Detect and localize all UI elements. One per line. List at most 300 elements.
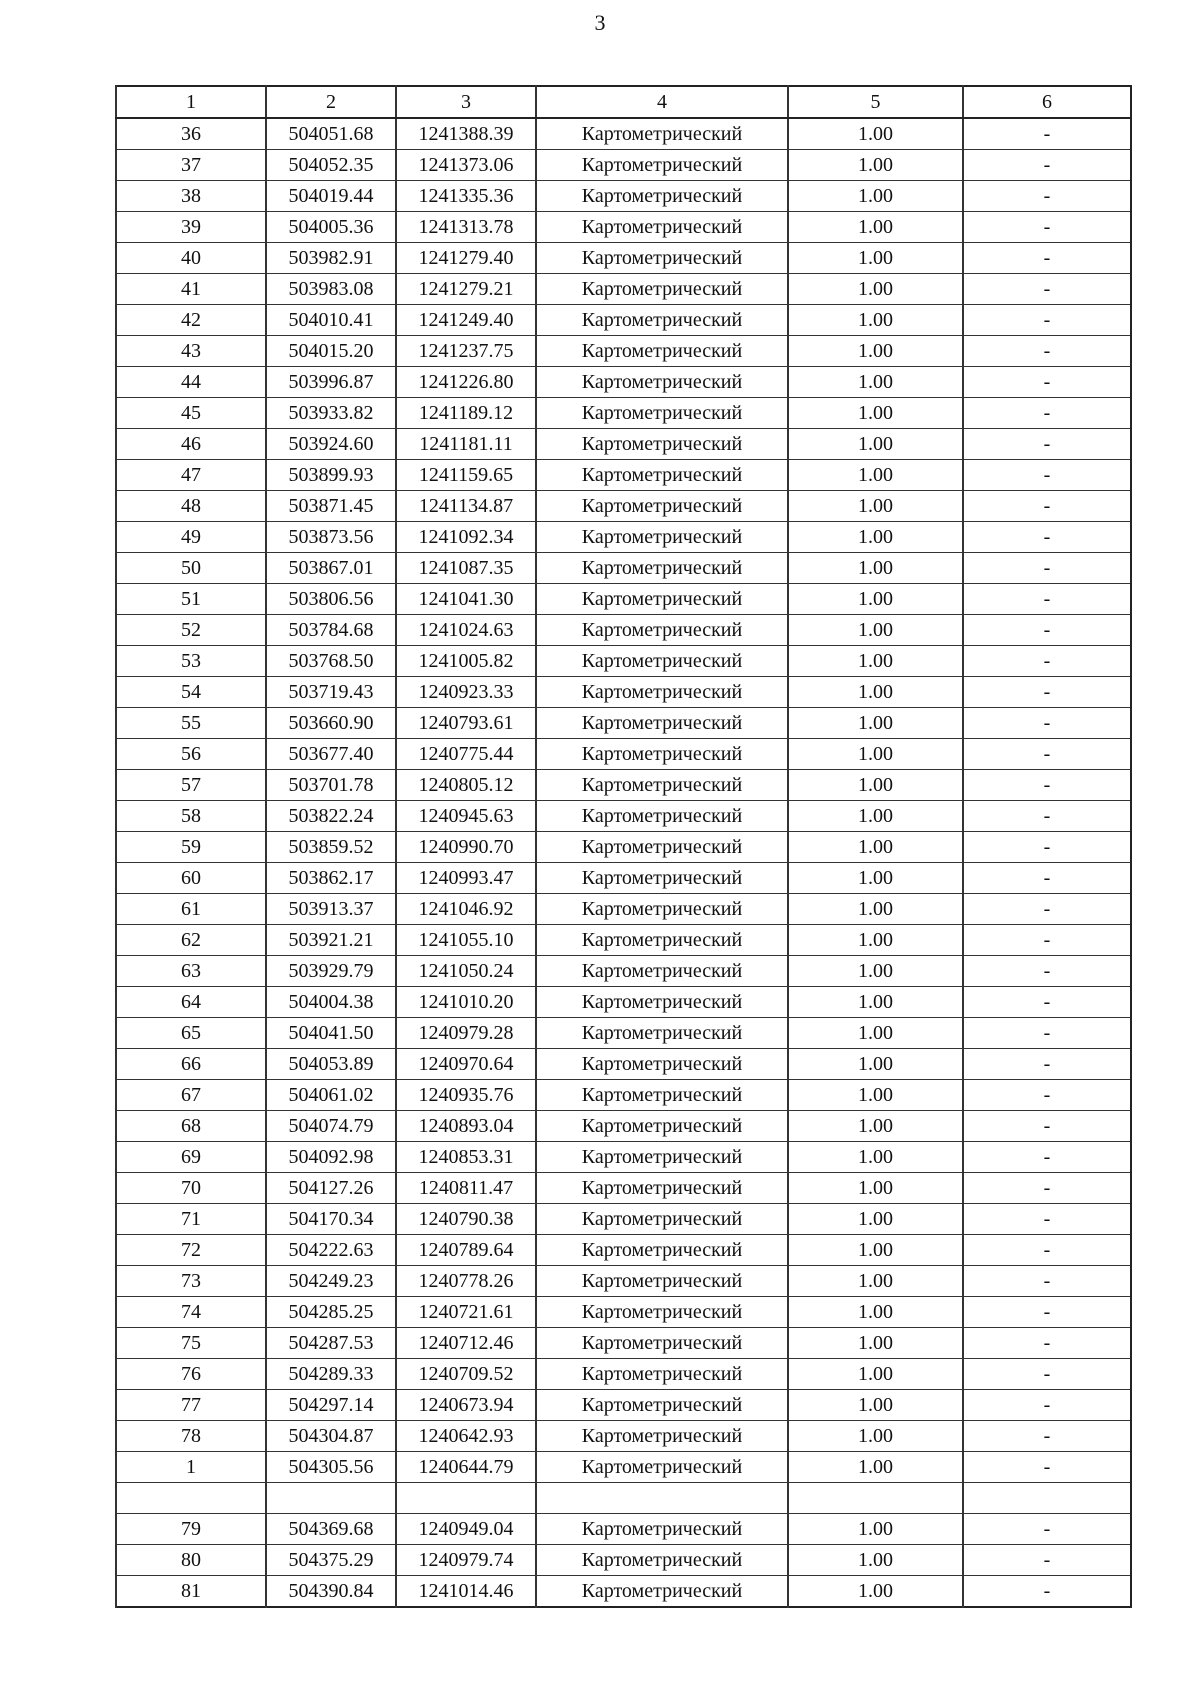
table-cell: 45 (116, 398, 266, 429)
table-cell: 67 (116, 1080, 266, 1111)
table-cell: - (963, 1390, 1131, 1421)
table-cell: Картометрический (536, 1018, 788, 1049)
table-cell: Картометрический (536, 708, 788, 739)
table-cell: Картометрический (536, 615, 788, 646)
table-cell: 504015.20 (266, 336, 396, 367)
table-cell: 1240979.74 (396, 1545, 536, 1576)
table-cell: Картометрический (536, 274, 788, 305)
table-cell: 79 (116, 1514, 266, 1545)
table-cell: 504005.36 (266, 212, 396, 243)
table-row (116, 1111, 1131, 1142)
table-cell: 78 (116, 1421, 266, 1452)
table-cell: - (963, 1173, 1131, 1204)
table-cell: 56 (116, 739, 266, 770)
header-cell: 1 (116, 86, 266, 118)
table-cell: 1.00 (788, 1235, 963, 1266)
table-cell: 1.00 (788, 305, 963, 336)
table-cell: 504010.41 (266, 305, 396, 336)
table-cell: 503768.50 (266, 646, 396, 677)
table-cell: Картометрический (536, 1421, 788, 1452)
table-cell: 503784.68 (266, 615, 396, 646)
table-cell: 503701.78 (266, 770, 396, 801)
table-row (116, 491, 1131, 522)
table-cell: 63 (116, 956, 266, 987)
table-cell: - (963, 491, 1131, 522)
table-cell: 1241046.92 (396, 894, 536, 925)
table-cell: 1241388.39 (396, 118, 536, 150)
table-cell: - (963, 956, 1131, 987)
table-cell: Картометрический (536, 987, 788, 1018)
table-cell: 49 (116, 522, 266, 553)
table-cell: - (963, 1359, 1131, 1390)
table-cell: - (963, 894, 1131, 925)
table-cell: 504092.98 (266, 1142, 396, 1173)
table-cell: 1.00 (788, 460, 963, 491)
table-cell: - (963, 1421, 1131, 1452)
table-cell: 1.00 (788, 553, 963, 584)
table-row (116, 398, 1131, 429)
table-cell: 57 (116, 770, 266, 801)
table-cell: - (963, 801, 1131, 832)
table-cell: 43 (116, 336, 266, 367)
table-cell: 503921.21 (266, 925, 396, 956)
table-cell: 1.00 (788, 398, 963, 429)
table-cell: Картометрический (536, 646, 788, 677)
table-cell: - (963, 305, 1131, 336)
table-cell: Картометрический (536, 739, 788, 770)
table-cell: 66 (116, 1049, 266, 1080)
table-cell: 70 (116, 1173, 266, 1204)
table-cell: 1.00 (788, 212, 963, 243)
table-cell: - (963, 1545, 1131, 1576)
table-cell: 1.00 (788, 243, 963, 274)
table-cell: 504052.35 (266, 150, 396, 181)
table-cell: Картометрический (536, 553, 788, 584)
table-cell: - (963, 677, 1131, 708)
table-cell: Картометрический (536, 677, 788, 708)
table-cell: - (963, 584, 1131, 615)
table-cell: Картометрический (536, 1452, 788, 1483)
table-cell: Картометрический (536, 522, 788, 553)
table-cell: 1240990.70 (396, 832, 536, 863)
table-cell: 1.00 (788, 1266, 963, 1297)
table-cell: 52 (116, 615, 266, 646)
table-row (116, 181, 1131, 212)
table-cell: 1.00 (788, 336, 963, 367)
table-cell: 1240778.26 (396, 1266, 536, 1297)
table-cell: 1.00 (788, 1049, 963, 1080)
table-cell: Картометрический (536, 460, 788, 491)
table-cell: 504222.63 (266, 1235, 396, 1266)
table-cell: Картометрический (536, 118, 788, 150)
coordinates-table-body (116, 86, 1131, 1607)
table-row (116, 1359, 1131, 1390)
table-cell: - (963, 553, 1131, 584)
table-cell: 1241024.63 (396, 615, 536, 646)
table-cell (788, 1483, 963, 1514)
table-cell: 1240945.63 (396, 801, 536, 832)
table-cell: 503924.60 (266, 429, 396, 460)
table-cell: - (963, 1452, 1131, 1483)
table-cell: Картометрический (536, 1080, 788, 1111)
table-cell: 1.00 (788, 150, 963, 181)
table-cell: 503822.24 (266, 801, 396, 832)
table-cell: 1.00 (788, 1576, 963, 1608)
table-cell: 503660.90 (266, 708, 396, 739)
table-row (116, 1142, 1131, 1173)
table-cell: 504004.38 (266, 987, 396, 1018)
table-cell: 46 (116, 429, 266, 460)
table-cell: Картометрический (536, 336, 788, 367)
table-cell: 41 (116, 274, 266, 305)
table-cell: - (963, 398, 1131, 429)
table-cell: 1240789.64 (396, 1235, 536, 1266)
table-cell: - (963, 522, 1131, 553)
table-cell (266, 1483, 396, 1514)
table-cell: 1241092.34 (396, 522, 536, 553)
table-cell: Картометрический (536, 1266, 788, 1297)
table-cell: 1.00 (788, 118, 963, 150)
table-cell: 73 (116, 1266, 266, 1297)
table-cell: - (963, 615, 1131, 646)
table-cell: 503859.52 (266, 832, 396, 863)
table-cell: 1.00 (788, 429, 963, 460)
table-cell: 1.00 (788, 1297, 963, 1328)
table-cell: Картометрический (536, 1576, 788, 1608)
table-cell: 1.00 (788, 1173, 963, 1204)
table-cell: 503933.82 (266, 398, 396, 429)
table-cell: 504249.23 (266, 1266, 396, 1297)
table-cell: 1240712.46 (396, 1328, 536, 1359)
table-cell: 50 (116, 553, 266, 584)
table-cell: - (963, 1111, 1131, 1142)
table-cell: Картометрический (536, 1173, 788, 1204)
table-row (116, 646, 1131, 677)
table-cell: 76 (116, 1359, 266, 1390)
table-cell: 48 (116, 491, 266, 522)
table-cell: 503862.17 (266, 863, 396, 894)
table-cell: Картометрический (536, 801, 788, 832)
table-cell: 44 (116, 367, 266, 398)
table-cell: 1.00 (788, 1080, 963, 1111)
table-cell: 1.00 (788, 863, 963, 894)
table-cell: 504375.29 (266, 1545, 396, 1576)
table-cell: Картометрический (536, 305, 788, 336)
table-cell: 503871.45 (266, 491, 396, 522)
table-cell: 1.00 (788, 1359, 963, 1390)
table-cell: 1.00 (788, 1452, 963, 1483)
table-row (116, 429, 1131, 460)
table-cell: 1240673.94 (396, 1390, 536, 1421)
table-cell: 504390.84 (266, 1576, 396, 1608)
table-cell: 503806.56 (266, 584, 396, 615)
table-cell: 503913.37 (266, 894, 396, 925)
table-cell: - (963, 1049, 1131, 1080)
table-cell: 503983.08 (266, 274, 396, 305)
table-row (116, 460, 1131, 491)
table-cell: 504285.25 (266, 1297, 396, 1328)
table-cell: 1.00 (788, 956, 963, 987)
table-cell: Картометрический (536, 1142, 788, 1173)
table-cell: Картометрический (536, 956, 788, 987)
table-cell: 1241159.65 (396, 460, 536, 491)
table-cell: - (963, 1142, 1131, 1173)
table-cell: 1.00 (788, 181, 963, 212)
table-row (116, 956, 1131, 987)
table-row (116, 925, 1131, 956)
table-cell: 74 (116, 1297, 266, 1328)
table-cell: 1.00 (788, 584, 963, 615)
table-row (116, 739, 1131, 770)
header-cell: 4 (536, 86, 788, 118)
table-cell: - (963, 1514, 1131, 1545)
page-number: 3 (594, 10, 606, 35)
table-cell: 65 (116, 1018, 266, 1049)
table-cell: 1.00 (788, 522, 963, 553)
table-cell: 1.00 (788, 1142, 963, 1173)
table-cell: Картометрический (536, 894, 788, 925)
table-row (116, 708, 1131, 739)
table-cell (963, 1483, 1131, 1514)
table-cell: 1240949.04 (396, 1514, 536, 1545)
table-cell: - (963, 1328, 1131, 1359)
table-row (116, 1421, 1131, 1452)
table-cell: - (963, 925, 1131, 956)
table-cell: 1241237.75 (396, 336, 536, 367)
table-cell: 504305.56 (266, 1452, 396, 1483)
table-row (116, 367, 1131, 398)
table-cell: Картометрический (536, 212, 788, 243)
table-cell: 504074.79 (266, 1111, 396, 1142)
table-cell: 1.00 (788, 739, 963, 770)
table-cell: 42 (116, 305, 266, 336)
table-cell: 58 (116, 801, 266, 832)
table-cell: 1240775.44 (396, 739, 536, 770)
table-cell: 504127.26 (266, 1173, 396, 1204)
table-cell: 1.00 (788, 491, 963, 522)
table-cell: 61 (116, 894, 266, 925)
table-row (116, 1576, 1131, 1608)
table-cell: - (963, 646, 1131, 677)
table-cell: 1241014.46 (396, 1576, 536, 1608)
table-cell: Картометрический (536, 491, 788, 522)
table-cell: 1241279.21 (396, 274, 536, 305)
table-row (116, 894, 1131, 925)
table-cell: 1.00 (788, 832, 963, 863)
table-cell: - (963, 863, 1131, 894)
table-cell (116, 1483, 266, 1514)
table-cell: 1240721.61 (396, 1297, 536, 1328)
table-cell: Картометрический (536, 1545, 788, 1576)
table-cell: 1240805.12 (396, 770, 536, 801)
table-cell: Картометрический (536, 1235, 788, 1266)
table-row (116, 522, 1131, 553)
table-cell: 1241050.24 (396, 956, 536, 987)
table-cell: 1240893.04 (396, 1111, 536, 1142)
table-cell: 1240709.52 (396, 1359, 536, 1390)
table-row (116, 1049, 1131, 1080)
table-cell: 1240790.38 (396, 1204, 536, 1235)
table-header-row (116, 86, 1131, 118)
table-cell: 1.00 (788, 646, 963, 677)
table-cell: 1241055.10 (396, 925, 536, 956)
table-cell: Картометрический (536, 1390, 788, 1421)
table-cell: 1240979.28 (396, 1018, 536, 1049)
table-cell: 55 (116, 708, 266, 739)
table-row (116, 1018, 1131, 1049)
table-cell: 1.00 (788, 708, 963, 739)
table-cell: 53 (116, 646, 266, 677)
table-cell: 1.00 (788, 1111, 963, 1142)
table-row (116, 336, 1131, 367)
table-cell: 1240642.93 (396, 1421, 536, 1452)
table-row (116, 1514, 1131, 1545)
table-cell: 504304.87 (266, 1421, 396, 1452)
table-row (116, 1328, 1131, 1359)
header-cell: 6 (963, 86, 1131, 118)
table-cell: - (963, 274, 1131, 305)
table-cell: - (963, 243, 1131, 274)
table-row (116, 243, 1131, 274)
table-cell: - (963, 336, 1131, 367)
table-cell: 504051.68 (266, 118, 396, 150)
table-cell: 38 (116, 181, 266, 212)
table-cell: 47 (116, 460, 266, 491)
table-cell: 77 (116, 1390, 266, 1421)
table-cell: Картометрический (536, 584, 788, 615)
table-row (116, 118, 1131, 150)
table-row (116, 1173, 1131, 1204)
table-cell: 1240923.33 (396, 677, 536, 708)
table-cell: 503929.79 (266, 956, 396, 987)
table-cell: - (963, 1297, 1131, 1328)
table-cell: - (963, 367, 1131, 398)
table-row (116, 615, 1131, 646)
table-row (116, 1452, 1131, 1483)
table-cell: 1240853.31 (396, 1142, 536, 1173)
table-cell: 51 (116, 584, 266, 615)
table-cell: 1241279.40 (396, 243, 536, 274)
table-row (116, 1390, 1131, 1421)
table-cell: 504369.68 (266, 1514, 396, 1545)
table-cell: 71 (116, 1204, 266, 1235)
table-cell: 503677.40 (266, 739, 396, 770)
table-cell: 1.00 (788, 274, 963, 305)
table-row (116, 832, 1131, 863)
table-cell: Картометрический (536, 770, 788, 801)
table-cell: - (963, 1018, 1131, 1049)
table-cell: Картометрический (536, 181, 788, 212)
table-cell: 504287.53 (266, 1328, 396, 1359)
table-cell: 504297.14 (266, 1390, 396, 1421)
table-cell: 1241226.80 (396, 367, 536, 398)
table-cell: 1.00 (788, 801, 963, 832)
table-cell: 1241249.40 (396, 305, 536, 336)
table-row (116, 1235, 1131, 1266)
table-cell: 1.00 (788, 615, 963, 646)
table-cell: - (963, 708, 1131, 739)
table-cell: 60 (116, 863, 266, 894)
table-cell: 69 (116, 1142, 266, 1173)
table-cell: 1.00 (788, 1545, 963, 1576)
table-cell: 62 (116, 925, 266, 956)
table-cell: 37 (116, 150, 266, 181)
table-cell: 75 (116, 1328, 266, 1359)
header-cell: 2 (266, 86, 396, 118)
table-cell: 1241134.87 (396, 491, 536, 522)
table-cell: Картометрический (536, 1297, 788, 1328)
header-cell: 3 (396, 86, 536, 118)
table-cell: - (963, 150, 1131, 181)
table-cell: - (963, 987, 1131, 1018)
table-cell: 1240970.64 (396, 1049, 536, 1080)
table-cell: - (963, 460, 1131, 491)
table-cell: - (963, 1266, 1131, 1297)
table-cell: 1241335.36 (396, 181, 536, 212)
table-cell: - (963, 1235, 1131, 1266)
table-cell: 503982.91 (266, 243, 396, 274)
table-row (116, 1080, 1131, 1111)
table-cell: 1241005.82 (396, 646, 536, 677)
table-cell: Картометрический (536, 1328, 788, 1359)
table-cell: 81 (116, 1576, 266, 1608)
table-row (116, 553, 1131, 584)
table-cell: 72 (116, 1235, 266, 1266)
table-cell: 64 (116, 987, 266, 1018)
table-cell: 1.00 (788, 677, 963, 708)
table-row (116, 1266, 1131, 1297)
table-cell: 1240793.61 (396, 708, 536, 739)
table-row (116, 770, 1131, 801)
table-row (116, 987, 1131, 1018)
table-cell: - (963, 118, 1131, 150)
table-cell: Картометрический (536, 1111, 788, 1142)
table-cell: 503996.87 (266, 367, 396, 398)
table-cell: - (963, 832, 1131, 863)
table-cell: 1.00 (788, 894, 963, 925)
table-cell: 1.00 (788, 770, 963, 801)
table-cell: - (963, 1576, 1131, 1608)
table-row (116, 150, 1131, 181)
table-cell: Картометрический (536, 243, 788, 274)
table-cell: 504041.50 (266, 1018, 396, 1049)
table-cell: 504170.34 (266, 1204, 396, 1235)
table-cell: - (963, 429, 1131, 460)
table-cell: Картометрический (536, 1049, 788, 1080)
table-cell: 80 (116, 1545, 266, 1576)
table-cell: - (963, 212, 1131, 243)
table-cell: 1.00 (788, 367, 963, 398)
table-cell: Картометрический (536, 863, 788, 894)
table-cell: 1241189.12 (396, 398, 536, 429)
table-row (116, 212, 1131, 243)
table-row (116, 274, 1131, 305)
table-cell: 1.00 (788, 1018, 963, 1049)
table-cell: 504061.02 (266, 1080, 396, 1111)
table-row (116, 1483, 1131, 1514)
table-cell: 36 (116, 118, 266, 150)
table-cell: 1.00 (788, 1204, 963, 1235)
table-cell: 54 (116, 677, 266, 708)
table-cell: - (963, 1080, 1131, 1111)
table-cell: 1.00 (788, 925, 963, 956)
table-cell: 504019.44 (266, 181, 396, 212)
table-cell: 1240993.47 (396, 863, 536, 894)
table-cell: 1.00 (788, 1328, 963, 1359)
header-cell: 5 (788, 86, 963, 118)
table-cell: 1.00 (788, 1390, 963, 1421)
table-row (116, 305, 1131, 336)
